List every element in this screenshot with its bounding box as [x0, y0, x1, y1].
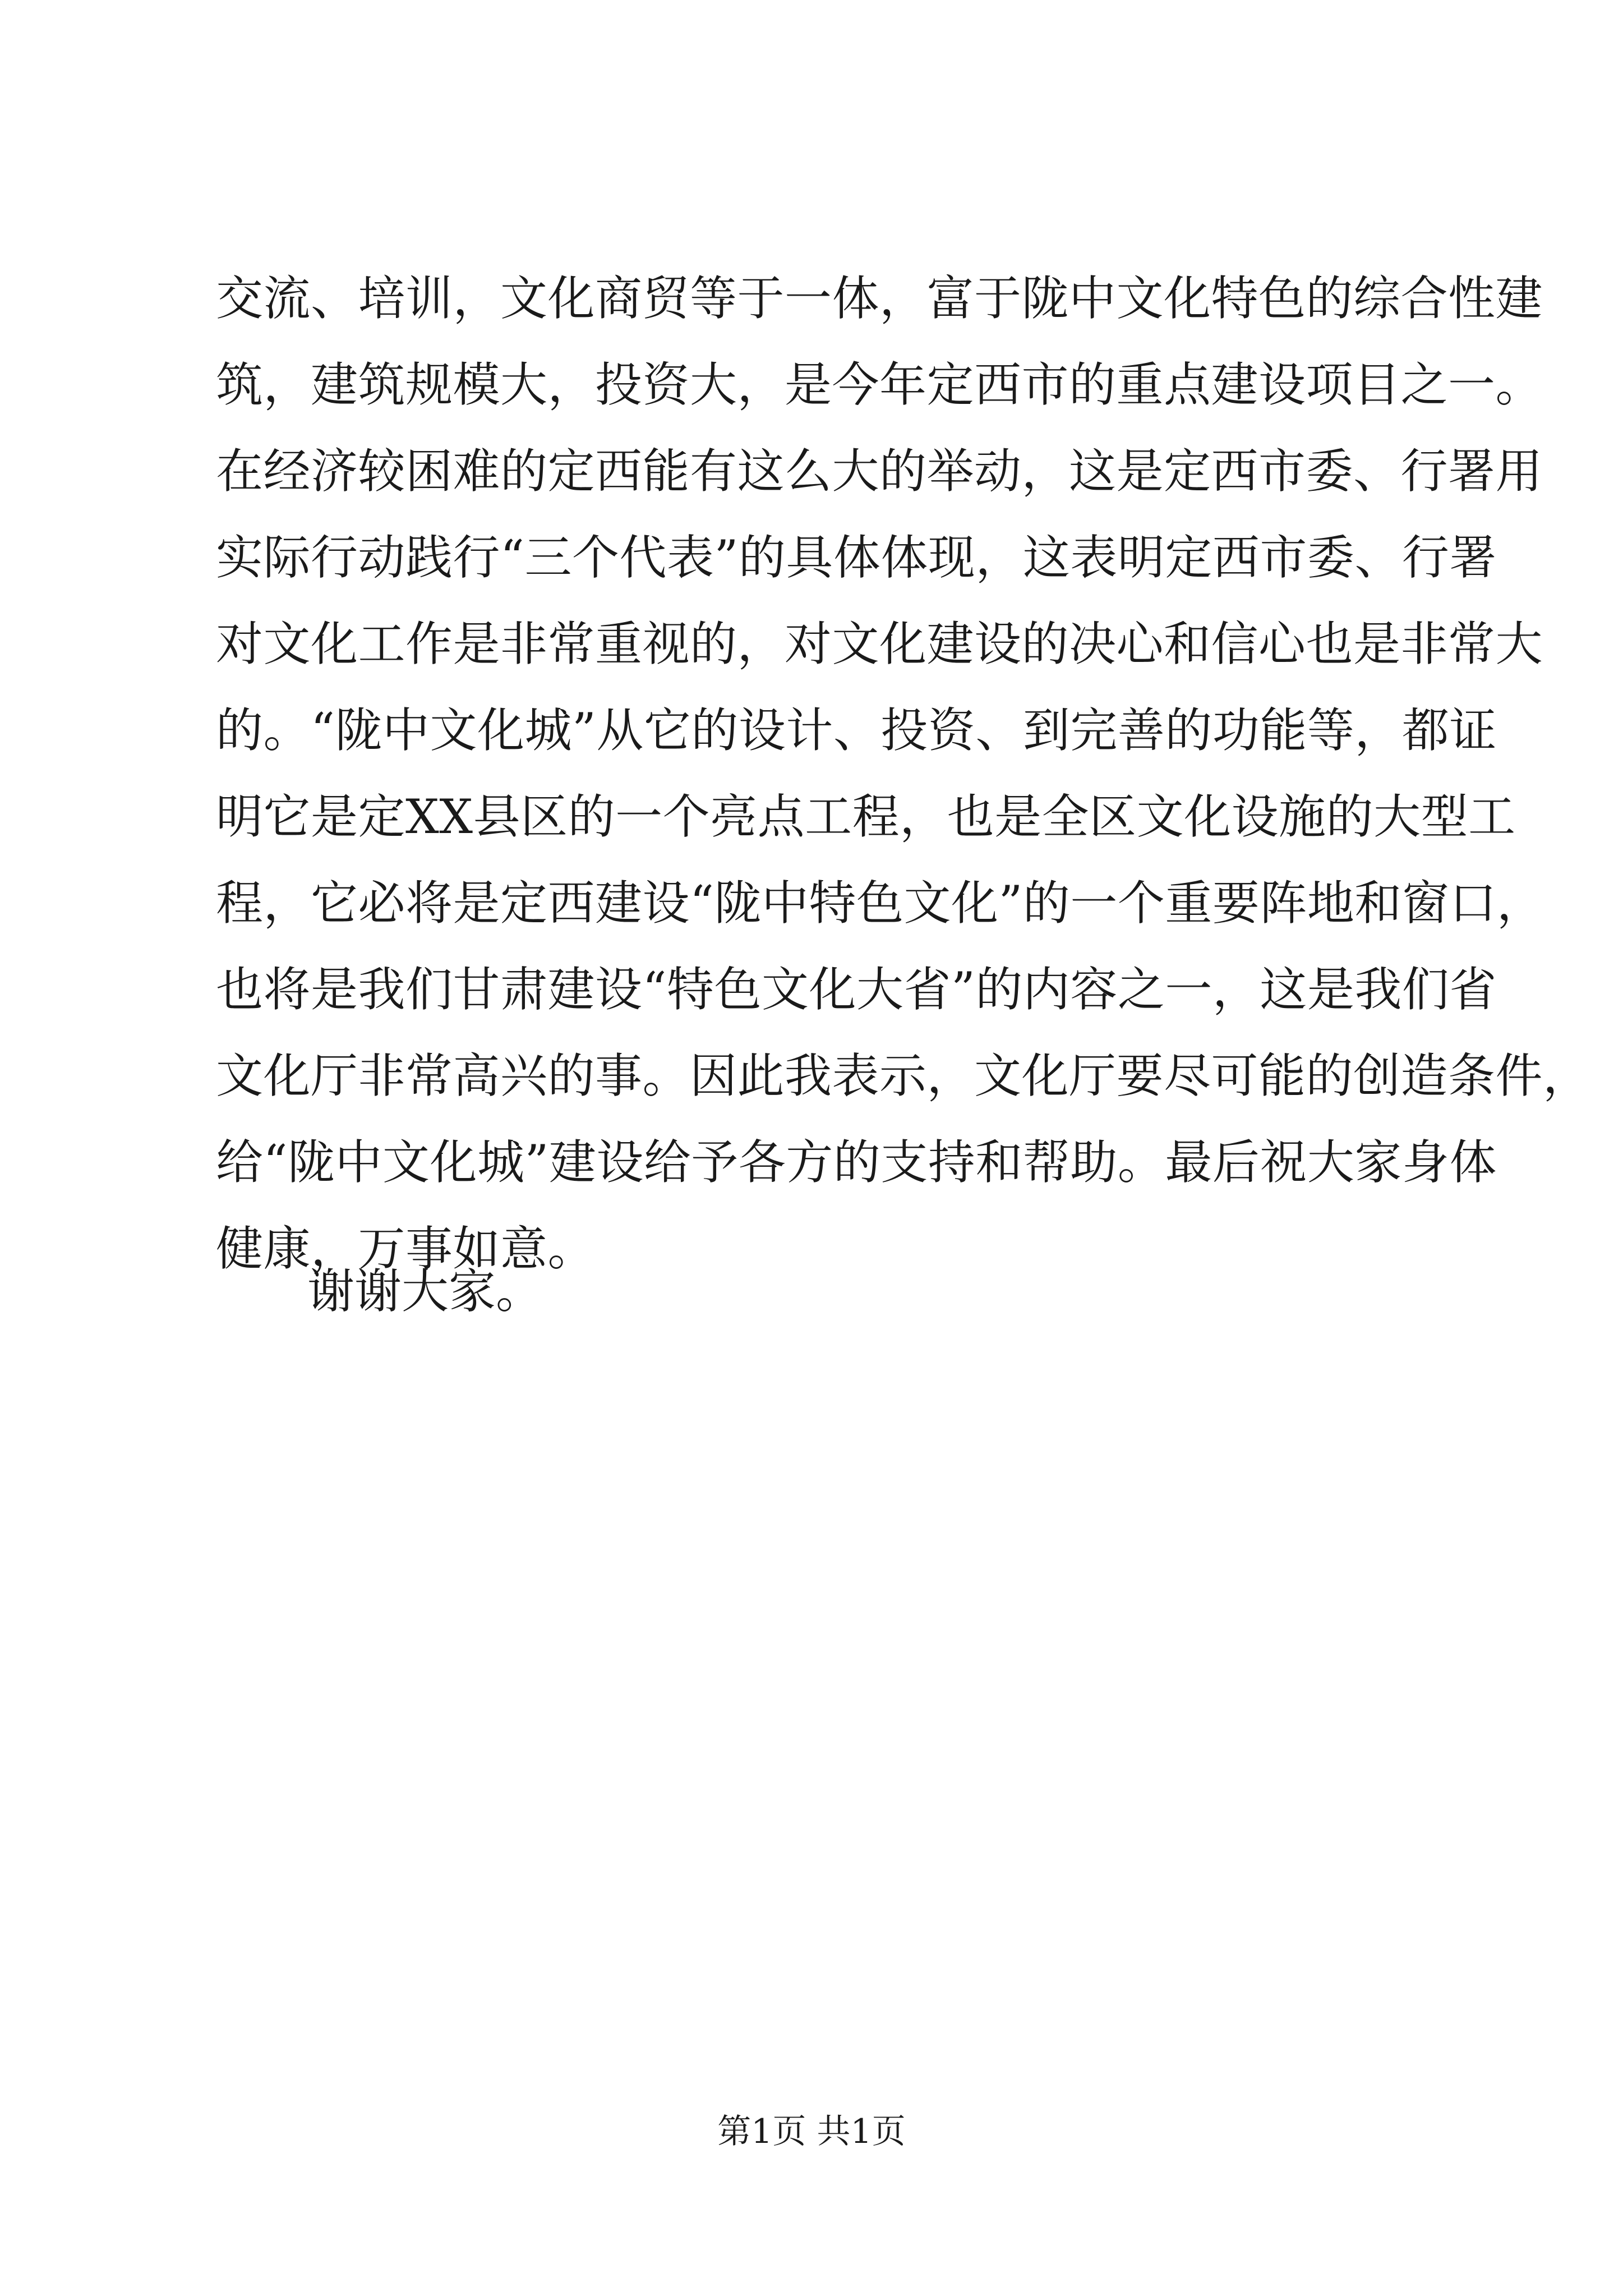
- body-line: 明它是定XX县区的一个亮点工程，也是全区文化设施的大型工: [216, 789, 1516, 844]
- body-line: 健康，万事如意。: [216, 1221, 596, 1276]
- body-line: 的。“陇中文化城”从它的设计、投资、到完善的功能等，都证: [216, 703, 1497, 758]
- body-line: 也将是我们甘肃建设“特色文化大省”的内容之一，这是我们省: [216, 962, 1497, 1017]
- body-line: 筑，建筑规模大，投资大，是今年定西市的重点建设项目之一。: [216, 357, 1543, 412]
- body-line: 在经济较困难的定西能有这么大的举动，这是定西市委、行署用: [216, 444, 1543, 499]
- body-line: 对文化工作是非常重视的，对文化建设的决心和信心也是非常大: [216, 616, 1543, 671]
- body-line: 给“陇中文化城”建设给予各方的支持和帮助。最后祝大家身体: [216, 1135, 1497, 1190]
- body-line: 程，它必将是定西建设“陇中特色文化”的一个重要阵地和窗口，: [216, 876, 1544, 931]
- body-line: 交流、培训，文化商贸等于一体，富于陇中文化特色的综合性建: [216, 271, 1543, 326]
- body-paragraph: [216, 255, 1590, 1292]
- page-number-footer: 第1页 共1页: [717, 2112, 906, 2151]
- body-line: 实际行动践行“三个代表”的具体体现，这表明定西市委、行署: [216, 530, 1497, 585]
- body-line: 文化厅非常高兴的事。因此我表示，文化厅要尽可能的创造条件，: [216, 1048, 1590, 1103]
- closing-line: 谢谢大家。: [307, 1264, 543, 1319]
